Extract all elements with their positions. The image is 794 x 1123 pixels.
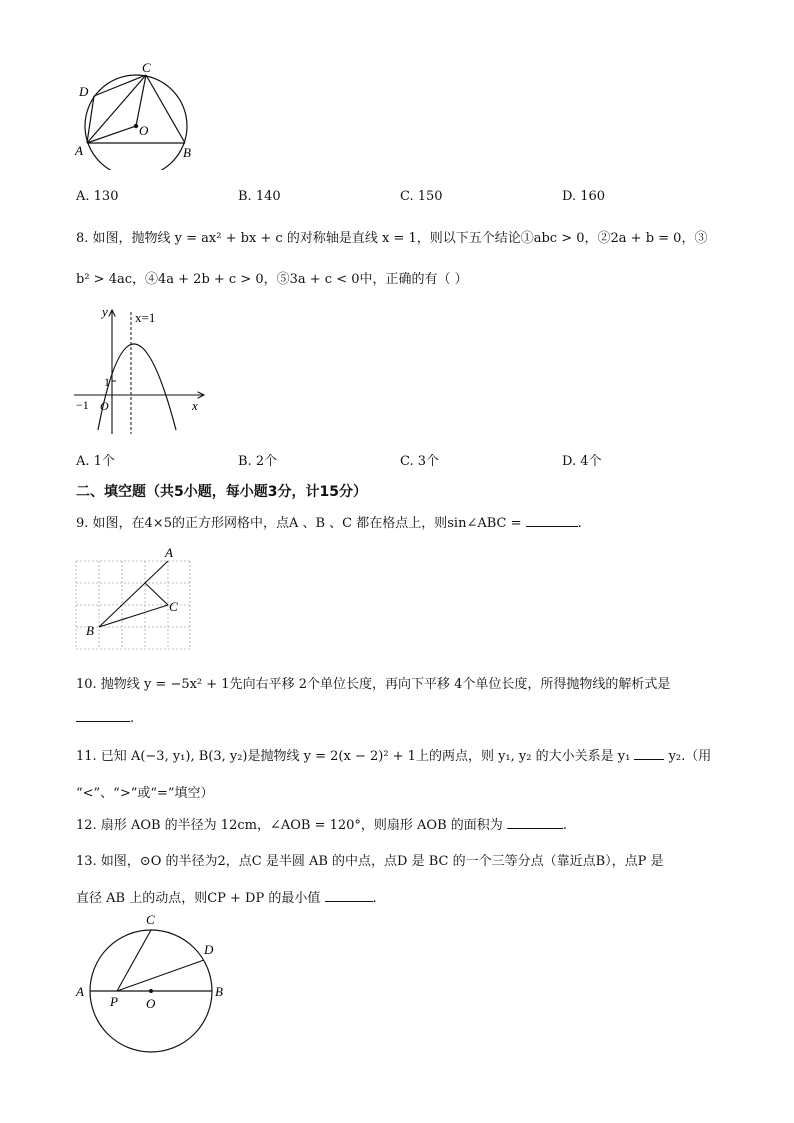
- q10-text-line2: [76, 709, 134, 726]
- segment-bc: [99, 605, 168, 627]
- q11-text-line2: “<”、“>”或“=”填空）: [76, 786, 214, 801]
- q8-option-b: B. 2个: [238, 454, 278, 469]
- section-heading: 二、填空题（共5小题，每小题3分，计15分）: [76, 484, 367, 500]
- label-a: A: [165, 545, 173, 560]
- q8-option-d: D. 4个: [562, 454, 602, 469]
- label-b: B: [215, 984, 223, 999]
- circle-o: [85, 75, 187, 170]
- q13-answer-blank: [325, 889, 373, 902]
- q12-text: [76, 814, 567, 833]
- q11-text-tail: y₂.（用: [668, 749, 712, 764]
- label-o: O: [139, 123, 149, 138]
- segment-ba: [99, 561, 168, 627]
- label-c: C: [142, 60, 151, 75]
- q12-text-end: .: [562, 818, 568, 833]
- label-one: 1: [104, 375, 110, 389]
- q9-answer-blank: [526, 514, 578, 527]
- segment-pc: [117, 930, 151, 991]
- q12-text-main: 12. 扇形 AOB 的半径为 12cm，∠AOB = 120°，则扇形 AOB 的面积为: [76, 818, 503, 833]
- label-origin: O: [100, 399, 109, 413]
- label-b: B: [183, 145, 191, 160]
- label-x: x: [192, 398, 198, 413]
- q13-circle-figure: [72, 910, 232, 1055]
- q10-answer-blank: [76, 709, 130, 722]
- q11-text-line1: [76, 745, 711, 764]
- label-o: O: [146, 996, 156, 1011]
- q7-option-a: A. 130: [76, 189, 119, 204]
- q7-figure: [70, 60, 210, 170]
- q13-text-line2: [76, 887, 377, 906]
- label-y: y: [102, 304, 108, 319]
- q7-option-d: D. 160: [562, 189, 606, 204]
- q9-text-end: .: [577, 516, 582, 531]
- q10-text-line1: 10. 抛物线 y = −5x² + 1先向右平移 2个单位长度，再向下平移 4个单位长度，所得抛物线的解析式是: [76, 677, 671, 692]
- q13-text-end: .: [372, 891, 377, 906]
- q11-text-main: 11. 已知 A(−3, y₁), B(3, y₂)是抛物线 y = 2(x − 2)² + 1上的两点，则 y₁, y₂ 的大小关系是 y₁: [76, 749, 631, 764]
- q11-answer-blank: [634, 747, 664, 760]
- label-axis-x1: x=1: [135, 310, 156, 325]
- chord-cb: [146, 75, 185, 143]
- q7-option-c: C. 150: [400, 189, 443, 204]
- center-dot: [134, 124, 138, 128]
- label-d: D: [204, 942, 214, 957]
- q13-text-line1: 13. 如图，⊙O 的半径为2，点C 是半圆 AB 的中点，点D 是 BC 的一个三等分点（靠近点B），点P 是: [76, 854, 664, 869]
- label-neg1: −1: [76, 398, 89, 412]
- q9-text-main: 9. 如图，在4×5的正方形网格中，点A 、B 、C 都在格点上，则sin∠ABC =: [76, 516, 522, 531]
- label-p: P: [110, 994, 118, 1009]
- segment-oc: [136, 75, 146, 126]
- q9-text: [76, 512, 582, 531]
- q7-option-b: B. 140: [238, 189, 281, 204]
- q12-answer-blank: [507, 816, 563, 829]
- center-dot: [149, 989, 153, 993]
- q8-text-line2: b² > 4ac，④4a + 2b + c > 0，⑤3a + c < 0中，正确的有（ ）: [76, 272, 468, 287]
- label-a: A: [75, 143, 83, 158]
- label-b: B: [86, 623, 94, 638]
- label-a: A: [76, 984, 84, 999]
- q13-text-main: 直径 AB 上的动点，则CP + DP 的最小值: [76, 891, 321, 906]
- segment-mid-c: [145, 583, 168, 605]
- label-c: C: [146, 912, 155, 927]
- label-d: D: [79, 84, 89, 99]
- q8-option-c: C. 3个: [400, 454, 440, 469]
- q8-parabola-figure: [72, 302, 212, 442]
- segment-pd: [117, 960, 204, 991]
- q9-grid-figure: [72, 545, 196, 655]
- q8-option-a: A. 1个: [76, 454, 115, 469]
- label-c: C: [169, 599, 178, 614]
- q10-text-end: .: [130, 711, 135, 726]
- q8-text-line1: 8. 如图，抛物线 y = ax² + bx + c 的对称轴是直线 x = 1，则以下五个结论①abc > 0，②2a + b = 0，③: [76, 231, 708, 246]
